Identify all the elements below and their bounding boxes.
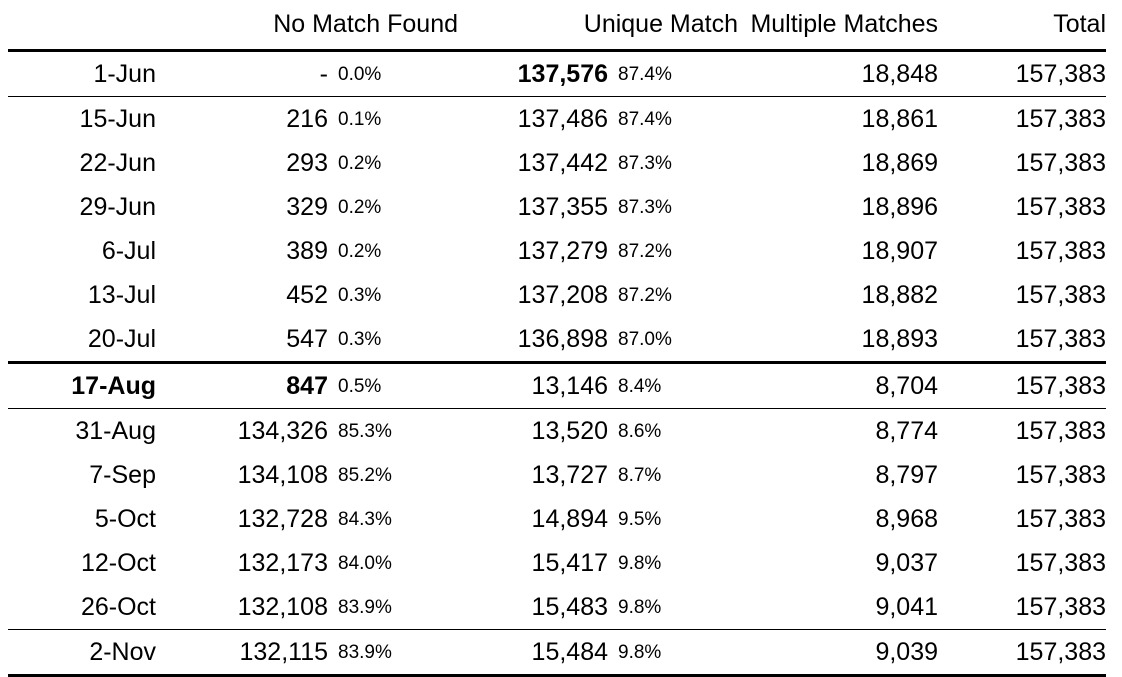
cell-unique-match-percent: 87.4% <box>608 97 738 142</box>
table-row <box>8 409 1106 454</box>
cell-unique-match-percent: 87.2% <box>618 240 672 262</box>
cell-no-match-found-percent: 83.9% <box>328 630 458 676</box>
cell-total: 157,383 <box>1015 193 1107 221</box>
table-row <box>8 453 1106 497</box>
table-row <box>8 273 1106 317</box>
table-row <box>8 317 1106 363</box>
cell-date: 17-Aug <box>8 363 178 409</box>
cell-multiple-matches: 18,882 <box>861 281 939 309</box>
cell-no-match-found-percent: 84.0% <box>338 552 392 574</box>
cell-no-match-found-percent: 0.2% <box>338 152 382 174</box>
cell-multiple-matches: 9,037 <box>875 549 939 577</box>
column-header-total: Total <box>938 10 1106 51</box>
match-results-table <box>8 10 1106 677</box>
cell-unique-match: 136,898 <box>517 325 609 353</box>
cell-no-match-found: 216 <box>178 97 328 142</box>
cell-unique-match: 137,355 <box>517 193 609 221</box>
cell-unique-match: 137,576 <box>458 51 608 97</box>
cell-multiple-matches: 18,893 <box>861 325 939 353</box>
table-body <box>8 51 1106 676</box>
cell-no-match-found-percent: 0.2% <box>338 240 382 262</box>
cell-no-match-found: 389 <box>286 237 328 265</box>
table-row <box>8 630 1106 676</box>
cell-date: 13-Jul <box>87 281 156 309</box>
cell-unique-match: 15,417 <box>531 549 609 577</box>
cell-multiple-matches: 8,774 <box>738 409 938 454</box>
cell-multiple-matches: 18,848 <box>738 51 938 97</box>
cell-no-match-found: 132,115 <box>178 630 328 676</box>
cell-date: 6-Jul <box>101 237 156 265</box>
cell-date: 1-Jun <box>8 51 178 97</box>
cell-total: 157,383 <box>938 630 1106 676</box>
cell-date: 22-Jun <box>79 149 156 177</box>
cell-no-match-found-percent: 0.2% <box>338 196 382 218</box>
cell-date: 15-Jun <box>8 97 178 142</box>
cell-total: 157,383 <box>1015 505 1107 533</box>
cell-no-match-found: 132,173 <box>237 549 328 577</box>
cell-no-match-found-percent: 85.2% <box>338 464 392 486</box>
cell-no-match-found: 847 <box>178 363 328 409</box>
cell-unique-match-percent: 8.6% <box>608 409 738 454</box>
cell-no-match-found-percent: 0.3% <box>338 284 382 306</box>
table-row <box>8 97 1106 142</box>
cell-multiple-matches: 9,041 <box>875 593 939 621</box>
cell-multiple-matches: 8,704 <box>738 363 938 409</box>
table-row <box>8 51 1106 97</box>
cell-unique-match-percent: 8.7% <box>618 464 662 486</box>
cell-unique-match: 14,894 <box>531 505 609 533</box>
table-row <box>8 541 1106 585</box>
cell-total: 157,383 <box>938 409 1106 454</box>
cell-no-match-found: 134,326 <box>178 409 328 454</box>
cell-total: 157,383 <box>938 363 1106 409</box>
cell-no-match-found-percent: 85.3% <box>328 409 458 454</box>
cell-unique-match: 137,486 <box>458 97 608 142</box>
cell-unique-match: 13,520 <box>458 409 608 454</box>
cell-no-match-found-percent: 0.3% <box>338 328 382 350</box>
header-row <box>8 10 1106 51</box>
cell-unique-match-percent: 9.5% <box>618 508 662 530</box>
cell-unique-match-percent: 87.0% <box>618 328 672 350</box>
cell-unique-match-percent: 9.8% <box>608 630 738 676</box>
table-header <box>8 10 1106 51</box>
cell-no-match-found: 547 <box>286 325 328 353</box>
cell-no-match-found-percent: 84.3% <box>338 508 392 530</box>
cell-multiple-matches: 18,907 <box>861 237 939 265</box>
cell-no-match-found-percent: 0.5% <box>328 363 458 409</box>
cell-total: 157,383 <box>1015 237 1107 265</box>
cell-unique-match-percent: 87.3% <box>618 152 672 174</box>
column-header-no-match-found: No Match Found <box>178 10 458 51</box>
cell-date: 31-Aug <box>8 409 178 454</box>
column-header-date <box>8 10 178 51</box>
cell-unique-match: 15,484 <box>458 630 608 676</box>
cell-total: 157,383 <box>1015 281 1107 309</box>
cell-no-match-found-percent: 0.0% <box>328 51 458 97</box>
cell-date: 26-Oct <box>80 593 156 621</box>
cell-unique-match: 13,146 <box>458 363 608 409</box>
cell-unique-match-percent: 87.4% <box>608 51 738 97</box>
cell-unique-match-percent: 9.8% <box>618 552 662 574</box>
cell-multiple-matches: 8,797 <box>875 461 939 489</box>
table-row <box>8 497 1106 541</box>
cell-unique-match-percent: 87.3% <box>618 196 672 218</box>
cell-unique-match-percent: 87.2% <box>618 284 672 306</box>
cell-date: 7-Sep <box>89 461 156 489</box>
cell-total: 157,383 <box>1015 325 1107 353</box>
cell-date: 12-Oct <box>80 549 156 577</box>
cell-total: 157,383 <box>1015 593 1107 621</box>
cell-no-match-found: 132,728 <box>237 505 328 533</box>
cell-multiple-matches: 9,039 <box>738 630 938 676</box>
cell-no-match-found: 134,108 <box>237 461 328 489</box>
cell-unique-match: 137,208 <box>517 281 609 309</box>
cell-total: 157,383 <box>1015 461 1107 489</box>
table-row <box>8 585 1106 630</box>
cell-no-match-found-percent: 83.9% <box>338 596 392 618</box>
cell-no-match-found: 293 <box>286 149 328 177</box>
cell-no-match-found: 329 <box>286 193 328 221</box>
table-row <box>8 363 1106 409</box>
cell-multiple-matches: 18,869 <box>861 149 939 177</box>
cell-no-match-found: 452 <box>286 281 328 309</box>
cell-unique-match: 137,442 <box>517 149 609 177</box>
cell-no-match-found: - <box>178 51 328 97</box>
column-header-multiple-matches: Multiple Matches <box>738 10 938 51</box>
column-header-unique-match: Unique Match <box>458 10 738 51</box>
table-row <box>8 141 1106 185</box>
cell-total: 157,383 <box>1015 149 1107 177</box>
cell-unique-match: 15,483 <box>531 593 609 621</box>
cell-total: 157,383 <box>938 51 1106 97</box>
cell-total: 157,383 <box>938 97 1106 142</box>
cell-total: 157,383 <box>1015 549 1107 577</box>
cell-date: 29-Jun <box>79 193 156 221</box>
cell-multiple-matches: 18,861 <box>738 97 938 142</box>
cell-multiple-matches: 18,896 <box>861 193 939 221</box>
table-row <box>8 185 1106 229</box>
cell-unique-match-percent: 9.8% <box>618 596 662 618</box>
cell-unique-match-percent: 8.4% <box>608 363 738 409</box>
cell-date: 2-Nov <box>8 630 178 676</box>
cell-date: 20-Jul <box>87 325 156 353</box>
cell-no-match-found-percent: 0.1% <box>328 97 458 142</box>
cell-date: 5-Oct <box>94 505 156 533</box>
cell-unique-match: 137,279 <box>517 237 609 265</box>
table-row <box>8 229 1106 273</box>
cell-no-match-found: 132,108 <box>237 593 328 621</box>
cell-unique-match: 13,727 <box>531 461 609 489</box>
cell-multiple-matches: 8,968 <box>875 505 939 533</box>
